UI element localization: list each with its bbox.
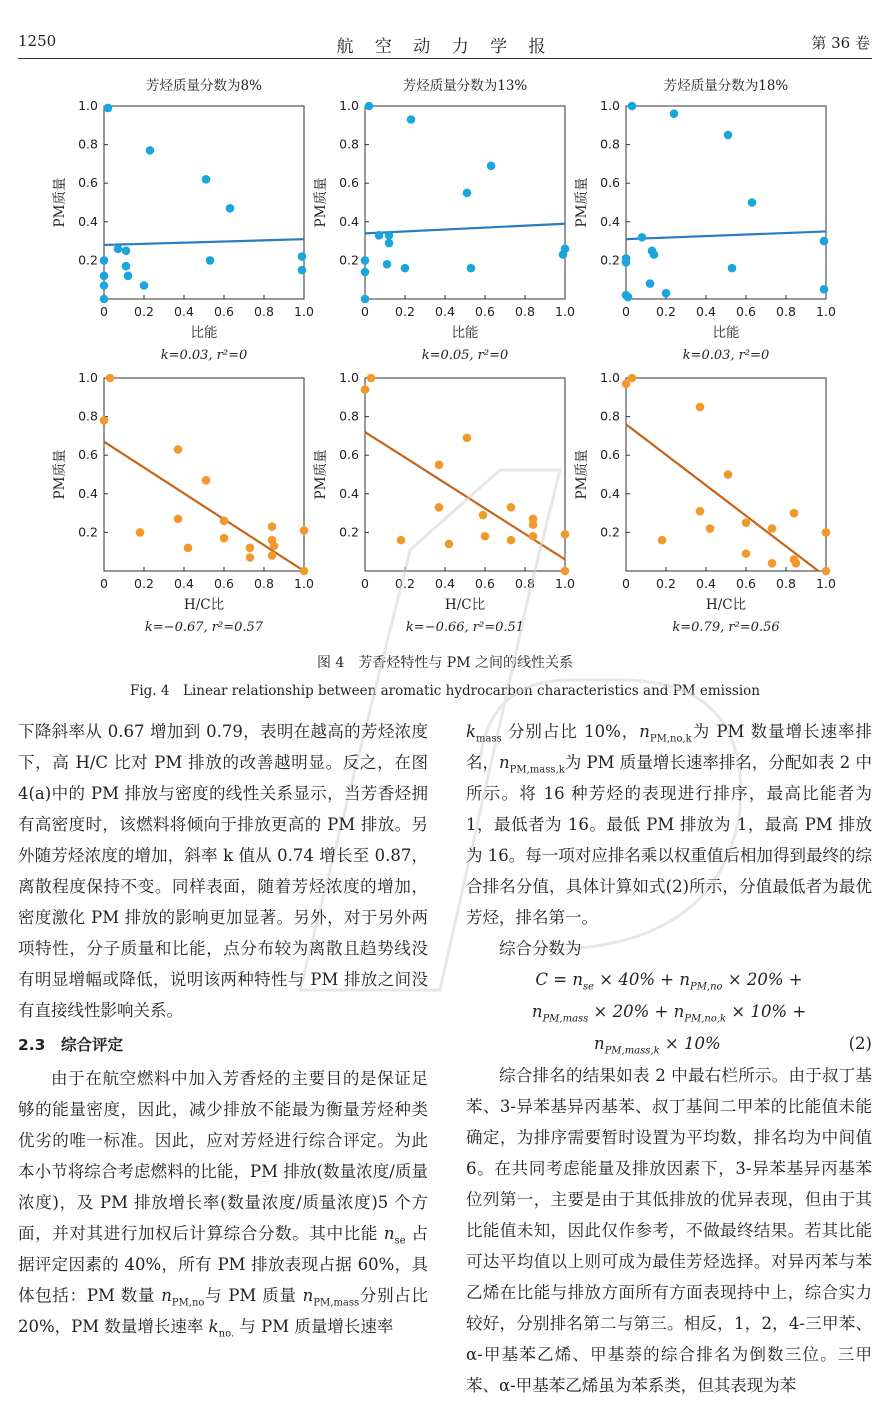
x-tick-label: 0.8: [515, 576, 535, 591]
y-axis-label: PM质量: [574, 449, 590, 500]
data-point: [435, 461, 444, 470]
y-tick-label: 0.2: [600, 524, 620, 540]
y-axis-label: PM质量: [313, 177, 329, 228]
data-point: [820, 285, 829, 294]
y-tick-label: 0.4: [339, 485, 359, 501]
y-tick-label: 0.2: [78, 252, 98, 268]
data-point: [670, 109, 679, 118]
y-tick-label: 0.6: [339, 175, 359, 191]
x-axis-label: H/C比: [183, 597, 225, 613]
data-point: [445, 540, 454, 549]
plot-frame: [365, 378, 565, 571]
paragraph: 下降斜率从 0.67 增加到 0.79，表明在越高的芳烃浓度下，高 H/C 比对 PM 排放的改善越明显。反之，在图 4(a)中的 PM 排放与密度的线性关系显示，当芳香烃拥有高密度时，该燃料将倾向于排放更高的 PM 排放。另外随芳烃浓度的增加，斜率 k 值从 0.74 增长至 0.87，离散程度保持不变。同样表面，随着芳烃浓度的增加，密度激化 PM 排放的影响更加显著。另外，对于另外两项特性，分子质量和比能，点分布较为离散且趋势线没有明显增幅或降低，说明该两种特性与 PM 排放之间没有直接线性影响关系。: [18, 722, 428, 1020]
data-point: [361, 385, 370, 394]
x-tick-label: 1.0: [294, 304, 314, 319]
x-tick-label: 0.6: [736, 576, 756, 591]
x-tick-label: 0: [622, 576, 630, 591]
x-tick-label: 0.2: [656, 576, 676, 591]
data-point: [790, 509, 799, 518]
data-point: [650, 250, 659, 259]
fit-statistic: k=0.03, r²=0: [160, 348, 248, 363]
y-axis-label: PM质量: [313, 449, 329, 500]
data-point: [140, 281, 149, 290]
data-point: [628, 102, 637, 111]
data-point: [100, 272, 109, 281]
volume-label: 第 36 卷: [811, 34, 870, 52]
x-tick-label: 0.8: [254, 576, 274, 591]
fit-statistic: k=0.05, r²=0: [421, 348, 509, 363]
y-tick-label: 0.2: [339, 524, 359, 540]
data-point: [300, 567, 309, 576]
data-point: [662, 289, 671, 298]
equation-number: (2): [848, 1034, 872, 1053]
x-tick-label: 0.8: [254, 304, 274, 319]
x-tick-label: 0.2: [395, 576, 415, 591]
data-point: [638, 233, 647, 242]
data-point: [487, 162, 496, 171]
data-point: [385, 231, 394, 240]
data-point: [226, 204, 235, 213]
x-tick-label: 0.6: [475, 576, 495, 591]
fit-statistic: k=0.03, r²=0: [682, 348, 770, 363]
x-tick-label: 0: [361, 576, 369, 591]
data-point: [728, 264, 737, 273]
fit-statistic: k=0.79, r²=0.56: [672, 620, 780, 635]
y-tick-label: 0.4: [600, 485, 620, 501]
x-axis-label: H/C比: [705, 597, 747, 613]
data-point: [383, 260, 392, 269]
x-tick-label: 0.2: [656, 304, 676, 319]
data-point: [361, 295, 370, 304]
chart-title: 芳烃质量分数为13%: [402, 78, 528, 94]
data-point: [220, 534, 229, 543]
y-axis-label: PM质量: [52, 177, 68, 228]
x-tick-label: 0.6: [214, 576, 234, 591]
paragraph: 由于在航空燃料中加入芳香烃的主要目的是保证足够的能量密度，因此，减少排放不能最为衡量芳烃种类优劣的唯一标准。因此，应对芳烃进行综合评定。为此本小节将综合考虑燃料的比能，PM 排放(数量浓度/质量浓度)，及 PM 排放增长率(数量浓度/质量浓度)5 个方面，并对其进行加权后计算综合分数。其中比能 $n_{se}$ 占据评定因素的 40%，所有 PM 排放表现占据 60%，具体包括：PM 数量 $n_{PM,no}$与 PM 质量 $n_{PM,mass}$分别占比 20%，PM 数量增长速率 $k_{no.}$ 与 PM 质量增长速率: [18, 1069, 429, 1340]
y-tick-label: 1.0: [78, 370, 98, 385]
x-tick-label: 0.6: [214, 304, 234, 319]
data-point: [724, 131, 733, 140]
data-point: [624, 293, 633, 302]
y-tick-label: 1.0: [78, 98, 98, 113]
data-point: [270, 542, 279, 551]
data-point: [184, 544, 193, 553]
y-tick-label: 0.8: [78, 136, 98, 152]
figure-caption-en: Fig. 4 Linear relationship between aromatic hydrocarbon characteristics and PM emission: [130, 683, 760, 699]
y-tick-label: 0.6: [78, 175, 98, 191]
data-point: [792, 559, 801, 568]
data-point: [748, 198, 757, 207]
data-point: [375, 231, 384, 240]
x-tick-label: 0: [622, 304, 630, 319]
x-tick-label: 0.2: [134, 304, 154, 319]
data-point: [622, 379, 631, 388]
y-tick-label: 1.0: [339, 370, 359, 385]
trend-line: [104, 442, 304, 571]
y-tick-label: 0.4: [78, 213, 98, 229]
figure-4-charts: [0, 66, 890, 646]
y-tick-label: 0.6: [339, 447, 359, 463]
data-point: [100, 295, 109, 304]
y-tick-label: 0.6: [78, 447, 98, 463]
data-point: [202, 175, 211, 184]
data-point: [104, 104, 113, 113]
paragraph: 综合排名的结果如表 2 中最右栏所示。由于叔丁基苯、3-异苯基异丙基苯、叔丁基间二甲苯的比能值未能确定，为排序需要暂时设置为平均数，排名均为中间值 6。在共同考虑能量及排放因素下，3-异苯基异丙基苯位列第一，主要是由于其低排放的优异表现，但由于其比能值未知，因此仅作参考，不做最终结果。若其比能可达平均值以上则可成为最佳芳烃选择。对异丙苯与苯乙烯在比能与排放方面所有方面表现持中上，综合实力较好，分别排名第二与第三。相反，1，2，4-三甲苯、α-甲基苯乙烯、甲基萘的综合排名为倒数三位。三甲苯、α-甲基苯乙烯虽为苯系类，但其表现为苯: [466, 1066, 872, 1395]
data-point: [367, 374, 376, 383]
data-point: [361, 268, 370, 277]
data-point: [146, 146, 155, 155]
y-tick-label: 1.0: [339, 98, 359, 113]
data-point: [106, 374, 115, 383]
data-point: [742, 518, 751, 527]
data-point: [401, 264, 410, 273]
y-tick-label: 0.8: [600, 136, 620, 152]
data-point: [268, 522, 277, 531]
data-point: [136, 528, 145, 537]
trend-line: [626, 231, 826, 239]
y-tick-label: 0.8: [78, 408, 98, 424]
y-tick-label: 0.4: [339, 213, 359, 229]
data-point: [658, 536, 667, 545]
data-point: [463, 434, 472, 443]
data-point: [122, 262, 131, 271]
chart-title: 芳烃质量分数为8%: [146, 78, 262, 94]
data-point: [481, 532, 490, 541]
x-axis-label: H/C比: [444, 597, 486, 613]
data-point: [742, 549, 751, 558]
data-point: [174, 445, 183, 454]
y-tick-label: 0.4: [78, 485, 98, 501]
trend-line: [365, 224, 565, 234]
data-point: [246, 553, 255, 562]
data-point: [507, 503, 516, 512]
data-point: [365, 102, 374, 111]
data-point: [646, 279, 655, 288]
x-tick-label: 1.0: [555, 304, 575, 319]
data-point: [298, 266, 307, 275]
x-tick-label: 0.8: [776, 304, 796, 319]
y-tick-label: 0.8: [339, 408, 359, 424]
page-number: 1250: [18, 32, 57, 50]
x-tick-label: 1.0: [816, 576, 836, 591]
x-tick-label: 0.8: [515, 304, 535, 319]
left-column: [18, 716, 428, 1342]
x-tick-label: 0.4: [435, 576, 455, 591]
y-tick-label: 1.0: [600, 98, 620, 113]
header-rule: [18, 58, 872, 59]
plot-frame: [365, 106, 565, 299]
x-tick-label: 0.4: [174, 304, 194, 319]
fit-statistic: k=−0.66, r²=0.51: [405, 620, 525, 635]
chart-title: 芳烃质量分数为18%: [663, 78, 789, 94]
x-tick-label: 1.0: [294, 576, 314, 591]
y-tick-label: 0.2: [339, 252, 359, 268]
data-point: [124, 272, 133, 281]
data-point: [206, 256, 215, 265]
x-tick-label: 1.0: [555, 576, 575, 591]
data-point: [768, 524, 777, 533]
x-tick-label: 0: [100, 304, 108, 319]
data-point: [622, 258, 631, 267]
figure-caption-cn: 图 4 芳香烃特性与 PM 之间的线性关系: [316, 655, 573, 671]
data-point: [463, 189, 472, 198]
x-tick-label: 0: [361, 304, 369, 319]
fit-statistic: k=−0.67, r²=0.57: [144, 620, 264, 635]
data-point: [246, 544, 255, 553]
running-header: [0, 0, 890, 62]
x-tick-label: 0: [100, 576, 108, 591]
y-tick-label: 1.0: [600, 370, 620, 385]
data-point: [479, 511, 488, 520]
y-tick-label: 0.8: [600, 408, 620, 424]
data-point: [768, 559, 777, 568]
x-tick-label: 1.0: [816, 304, 836, 319]
data-point: [100, 256, 109, 265]
data-point: [561, 567, 570, 576]
data-point: [561, 245, 570, 254]
x-axis-label: 比能: [712, 325, 740, 341]
data-point: [820, 237, 829, 246]
data-point: [407, 115, 416, 124]
trend-line: [104, 239, 304, 245]
x-tick-label: 0.4: [174, 576, 194, 591]
right-column: [466, 716, 872, 1401]
x-tick-label: 0.4: [696, 304, 716, 319]
x-tick-label: 0.4: [696, 576, 716, 591]
x-axis-label: 比能: [190, 325, 218, 341]
x-tick-label: 0.6: [475, 304, 495, 319]
x-tick-label: 0.2: [395, 304, 415, 319]
data-point: [100, 281, 109, 290]
x-tick-label: 0.4: [435, 304, 455, 319]
plot-frame: [104, 106, 304, 299]
data-point: [397, 536, 406, 545]
y-tick-label: 0.6: [600, 175, 620, 191]
section-heading: 2.3 综合评定: [18, 1036, 123, 1054]
paragraph: $k_{mass}$ 分别占比 10%，$n_{PM,no,k}$为 PM 数量增长速率排名，$n_{PM,mass,k}$为 PM 质量增长速率排名，分配如表 2 中所示。将 16 种芳烃的表现进行排序，最高比能者为 1，最低者为 16。最低 PM 排放为 1，最高 PM 排放为 16。每一项对应排名乘以权重值后相加得到最终的综合排名分值，具体计算如式(2)所示，分值最低者为最优芳烃，排名第一。: [466, 722, 872, 927]
y-axis-label: PM质量: [52, 449, 68, 500]
data-point: [114, 245, 123, 254]
data-point: [696, 507, 705, 516]
y-tick-label: 0.6: [600, 447, 620, 463]
data-point: [220, 517, 229, 526]
data-point: [507, 536, 516, 545]
equation-intro: 综合分数为: [499, 939, 582, 958]
trend-line: [365, 432, 565, 559]
data-point: [724, 470, 733, 479]
data-point: [202, 476, 211, 485]
x-tick-label: 0.6: [736, 304, 756, 319]
data-point: [435, 503, 444, 512]
trend-line: [626, 424, 818, 571]
data-point: [361, 256, 370, 265]
data-point: [298, 252, 307, 261]
equation-2: $C = n_{se} \times 40\% + n_{PM,no} \times 20\%$ + $n_{PM,mass} \times 20\% + n_{PM,no,k} \times 10\%$ + $n_{PM,mass,k} \times 10\%$ (2): [466, 964, 872, 1060]
data-point: [822, 528, 831, 537]
data-point: [268, 551, 277, 560]
data-point: [122, 246, 131, 255]
data-point: [385, 239, 394, 248]
y-tick-label: 0.4: [600, 213, 620, 229]
y-tick-label: 0.8: [339, 136, 359, 152]
journal-title: 航 空 动 力 学 报: [336, 37, 554, 57]
data-point: [467, 264, 476, 273]
x-tick-label: 0.2: [134, 576, 154, 591]
y-tick-label: 0.2: [78, 524, 98, 540]
data-point: [529, 532, 538, 541]
data-point: [696, 403, 705, 412]
y-axis-label: PM质量: [574, 177, 590, 228]
data-point: [300, 526, 309, 535]
y-tick-label: 0.2: [600, 252, 620, 268]
data-point: [529, 520, 538, 529]
x-tick-label: 0.8: [776, 576, 796, 591]
data-point: [561, 530, 570, 539]
data-point: [174, 515, 183, 524]
data-point: [822, 567, 831, 576]
data-point: [706, 524, 715, 533]
data-point: [100, 416, 109, 425]
x-axis-label: 比能: [451, 325, 479, 341]
